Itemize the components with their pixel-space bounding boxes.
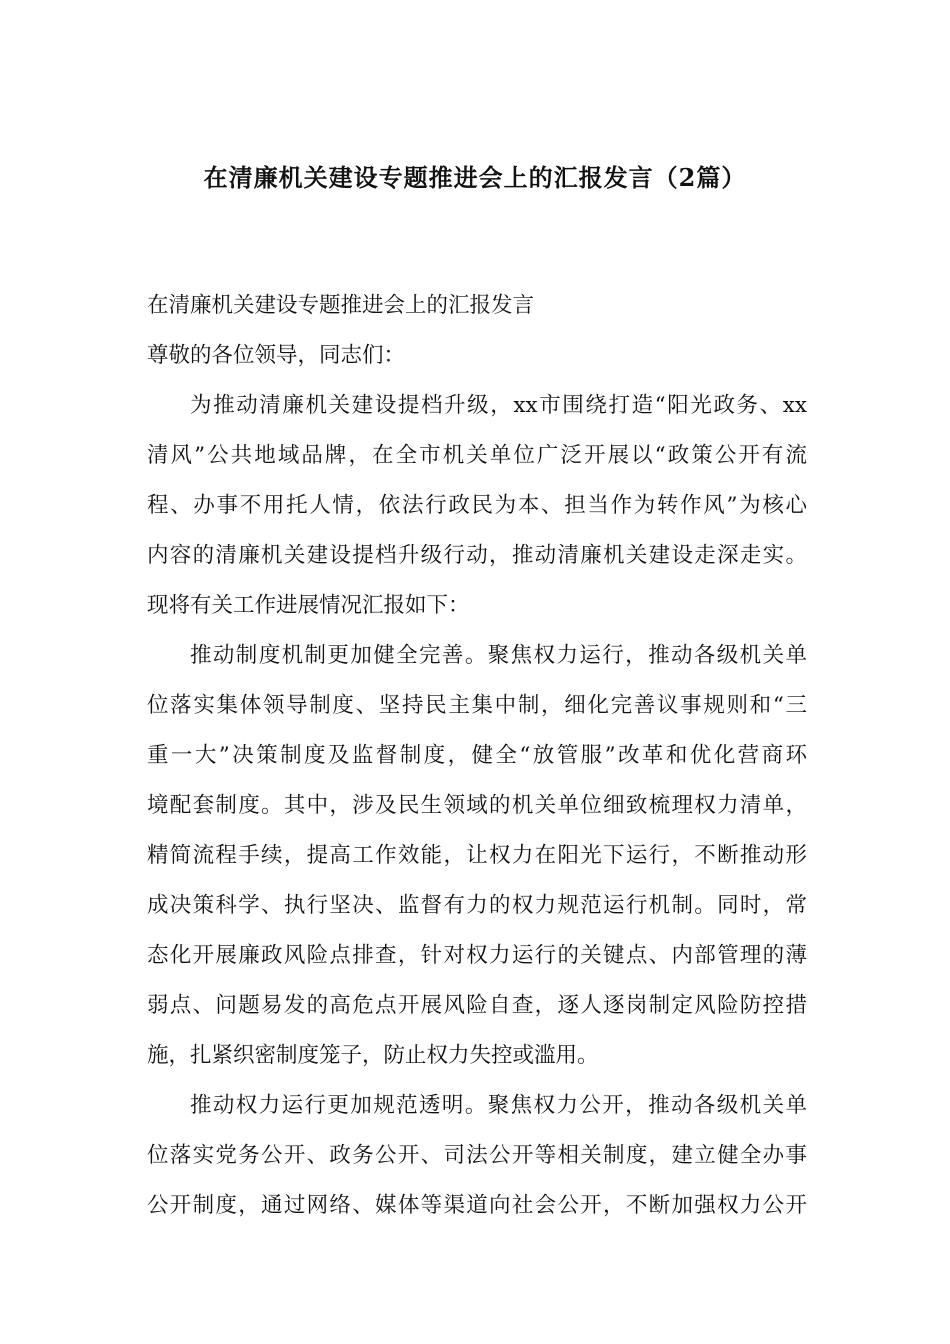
paragraph-line: 为推动清廉机关建设提档升级，xx市围绕打造“阳光政务、xx [190,393,807,418]
paragraph-line: 位落实集体领导制度、坚持民主集中制，细化完善议事规则和“三 [147,693,807,718]
paragraph-line: 位落实党务公开、政务公开、司法公开等相关制度，建立健全办事 [147,1143,807,1168]
paragraph-line: 推动制度机制更加健全完善。聚焦权力运行，推动各级机关单 [190,643,807,668]
paragraph-line: 境配套制度。其中，涉及民生领域的机关单位细致梳理权力清单， [147,793,807,818]
paragraph-line: 成决策科学、执行坚决、监督有力的权力规范运行机制。同时，常 [147,893,807,918]
paragraph-line: 态化开展廉政风险点排查，针对权力运行的关键点、内部管理的薄 [147,943,807,968]
paragraph-line: 内容的清廉机关建设提档升级行动，推动清廉机关建设走深走实。 [147,543,807,568]
paragraph-line: 重一大”决策制度及监督制度，健全“放管服”改革和优化营商环 [147,743,807,768]
paragraph-line: 程、办事不用托人情，依法行政民为本、担当作为转作风”为核心 [147,493,807,518]
paragraph-line: 施，扎紧织密制度笼子，防止权力失控或滥用。 [147,1043,599,1068]
speech-title-line: 在清廉机关建设专题推进会上的汇报发言 [147,293,535,318]
salutation-line: 尊敬的各位领导，同志们： [147,343,406,368]
paragraph-line: 现将有关工作进展情况汇报如下： [147,593,470,618]
paragraph-line: 清风”公共地域品牌，在全市机关单位广泛开展以“政策公开有流 [147,443,807,468]
paragraph-line: 弱点、问题易发的高危点开展风险自查，逐人逐岗制定风险防控措 [147,993,807,1018]
paragraph-line: 精简流程手续，提高工作效能，让权力在阳光下运行，不断推动形 [147,843,807,868]
paragraph-line: 公开制度，通过网络、媒体等渠道向社会公开，不断加强权力公开 [147,1193,807,1218]
document-title: 在清廉机关建设专题推进会上的汇报发言（2篇） [203,163,747,192]
document-body [147,281,807,1231]
paragraph-line: 推动权力运行更加规范透明。聚焦权力公开，推动各级机关单 [190,1093,807,1118]
